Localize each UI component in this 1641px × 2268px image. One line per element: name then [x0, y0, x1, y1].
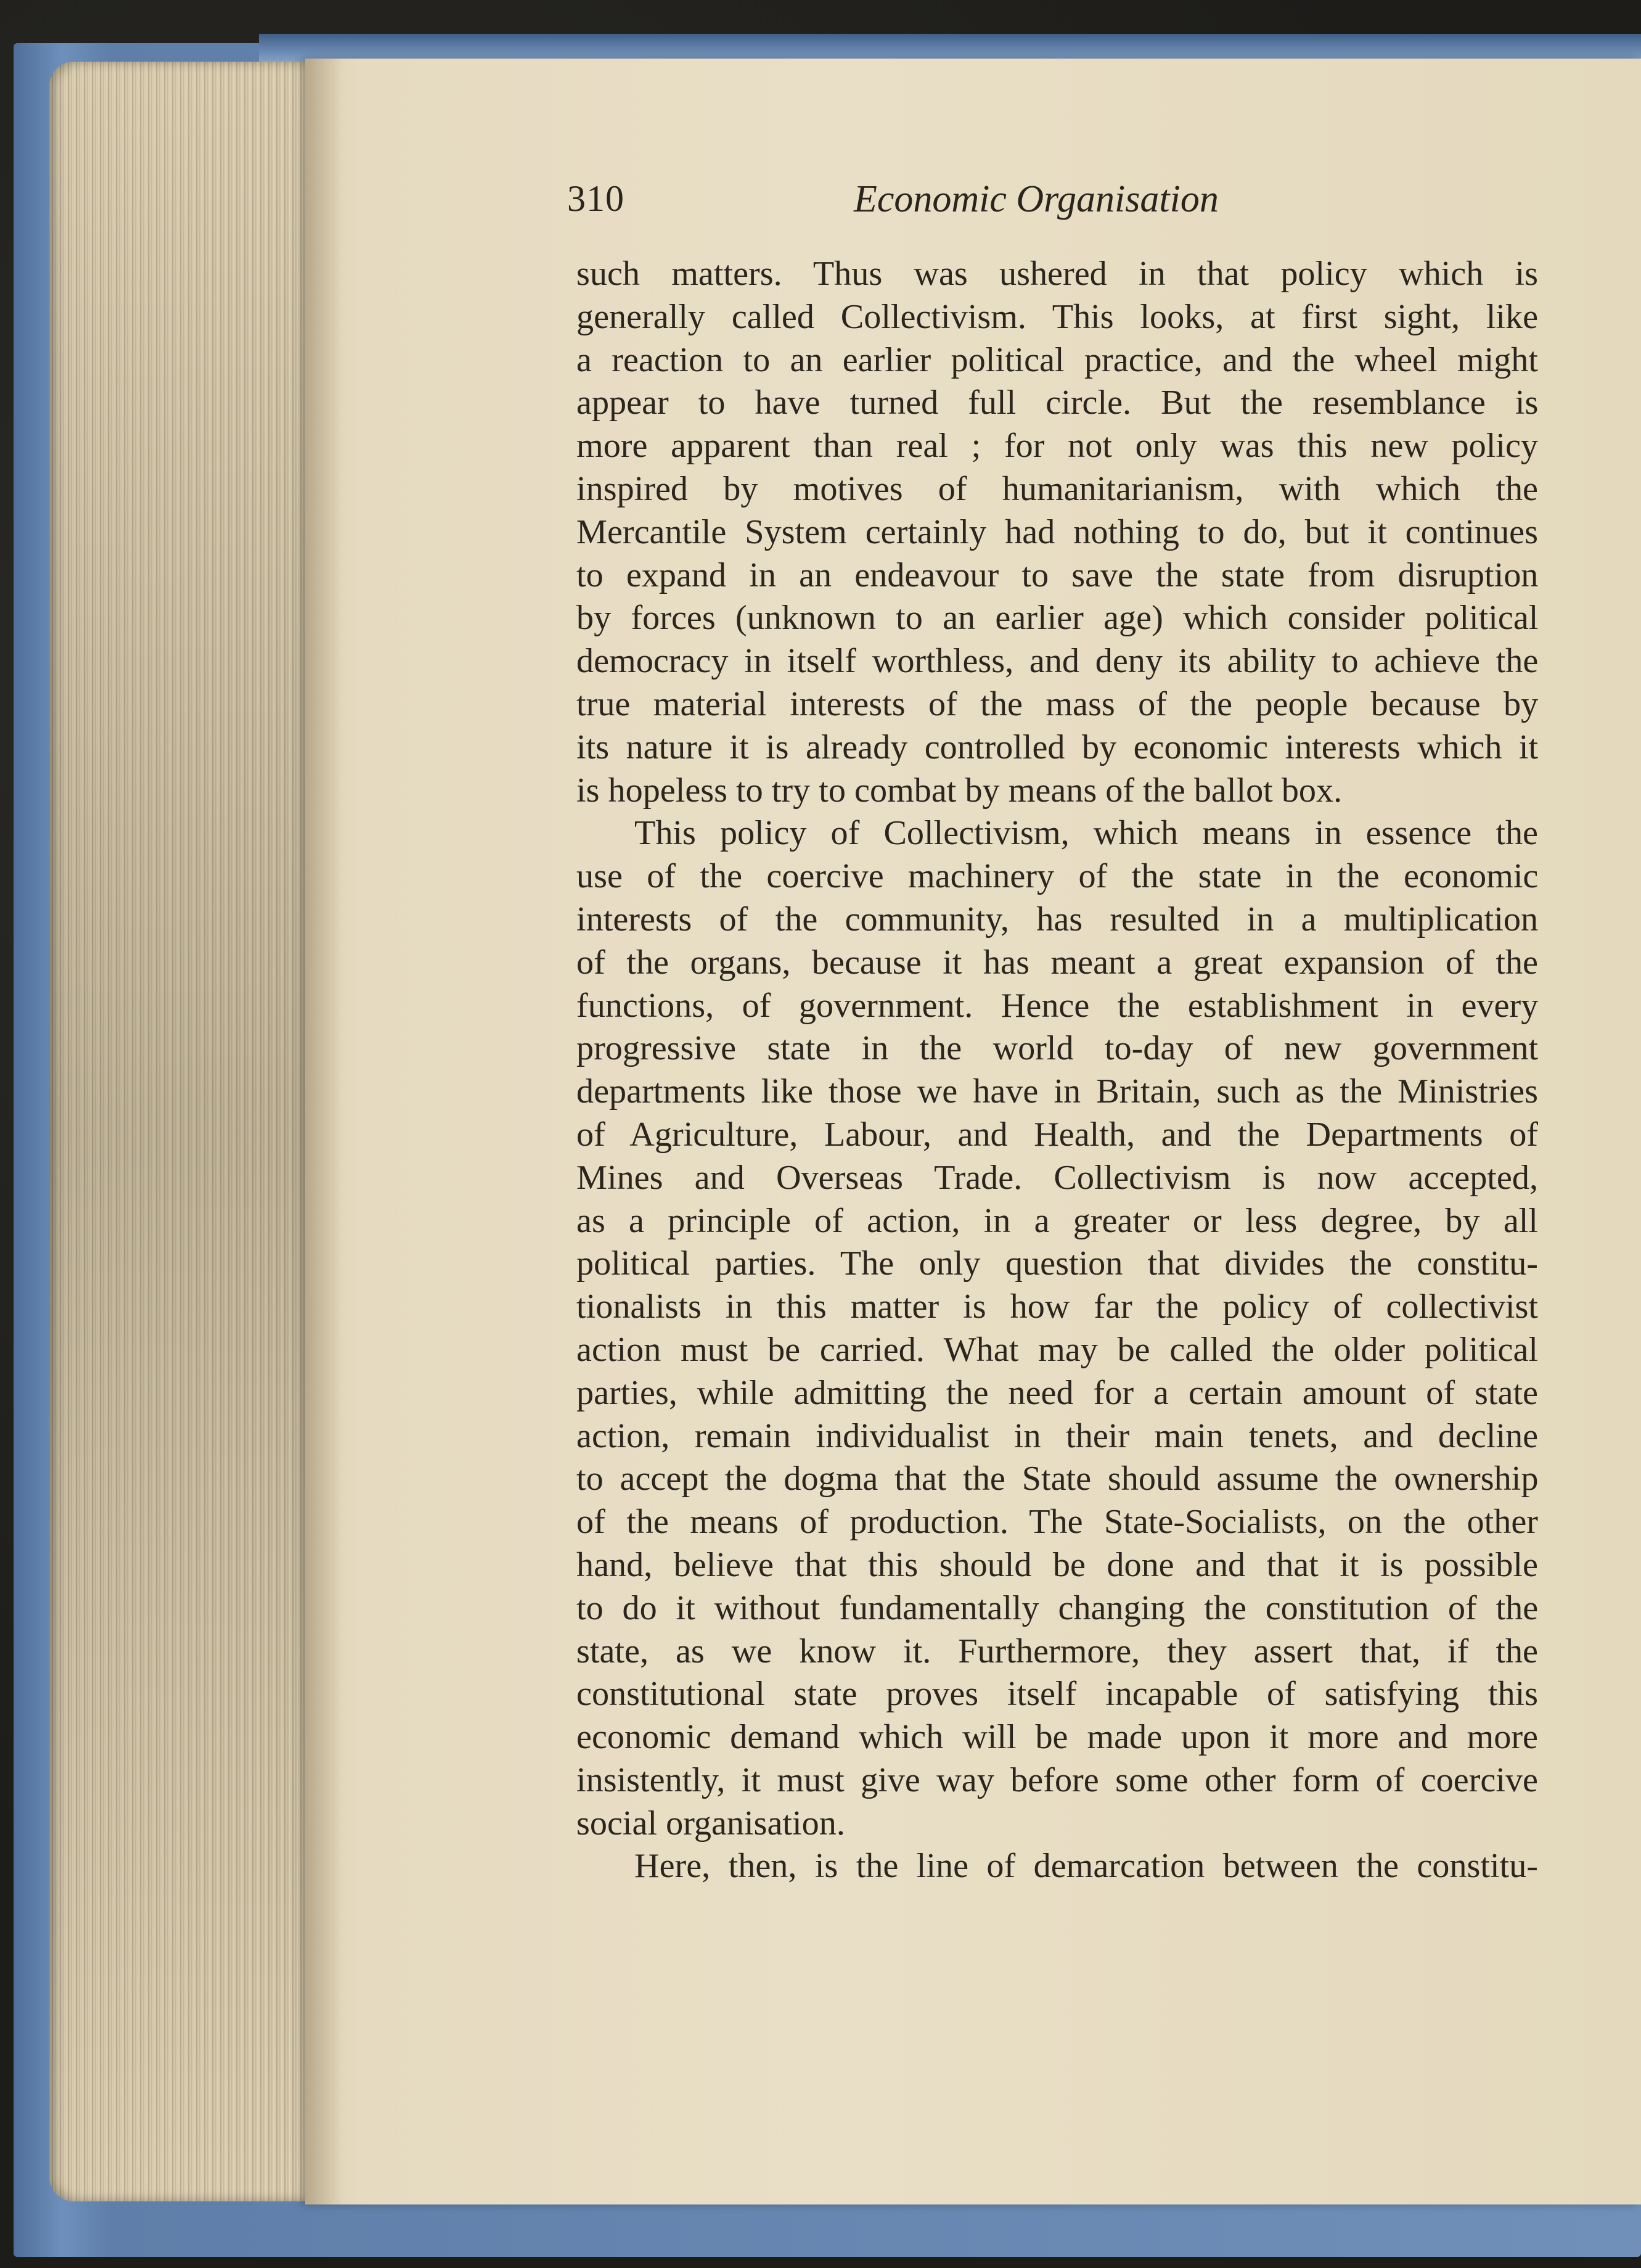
page-gutter-shadow [305, 59, 342, 2204]
text-line: functions, of government. Hence the establishment in every [576, 986, 1539, 1025]
text-line: by forces (unknown to an earlier age) which consider political [576, 599, 1539, 638]
text-line: tionalists in this matter is how far the policy of collectivist [576, 1288, 1538, 1326]
text-line: constitutional state proves itself incapable of satisfying this [576, 1675, 1539, 1714]
text-line: action must be carried. What may be called the older political [576, 1330, 1538, 1369]
text-line: interests of the community, has resulted in a multiplication [576, 900, 1539, 939]
text-line: of Agriculture, Labour, and Health, and the Departments of [576, 1115, 1538, 1154]
running-title: Economic Organisation [854, 178, 1219, 220]
text-line: true material interests of the mass of the people because by [576, 684, 1539, 723]
text-line: parties, while admitting the need for a certain amount of state [576, 1373, 1538, 1412]
text-line: a reaction to an earlier political practice, and the wheel might [576, 340, 1538, 379]
text-line: insistently, it must give way before some other form of coercive [576, 1761, 1538, 1799]
text-line: action, remain individualist in their main tenets, and decline [576, 1416, 1539, 1455]
running-head [567, 178, 1258, 227]
text-line: Mercantile System certainly had nothing to do, but it continues [576, 512, 1538, 551]
text-line: democracy in itself worthless, and deny its ability to achieve the [576, 642, 1539, 681]
text-line: generally called Collectivism. This looks, at first sight, like [576, 297, 1539, 336]
text-line: its nature it is already controlled by economic interests which it [576, 728, 1539, 766]
body-text [576, 253, 1538, 1888]
text-line: economic demand which will be made upon it more and more [576, 1718, 1538, 1757]
text-line: inspired by motives of humanitarianism, with which the [576, 469, 1538, 508]
page-edges [49, 62, 308, 2201]
text-line: Mines and Overseas Trade. Collectivism is now accepted, [576, 1158, 1538, 1197]
text-line: Here, then, is the line of demarcation between the constitu- [634, 1847, 1538, 1886]
text-line: progressive state in the world to-day of new government [576, 1029, 1539, 1068]
text-line: political parties. The only question that divides the constitu- [576, 1244, 1538, 1283]
text-line: to do it without fundamentally changing the constitution of the [576, 1588, 1539, 1627]
text-line: hand, believe that this should be done and that it is possible [576, 1545, 1538, 1584]
text-line: state, as we know it. Furthermore, they assert that, if the [576, 1632, 1538, 1670]
text-line: use of the coercive machinery of the state in the economic [576, 857, 1539, 896]
text-line: departments like those we have in Britain, such as the Ministries [576, 1072, 1538, 1111]
text-line: This policy of Collectivism, which means in essence the [634, 814, 1538, 853]
text-line: as a principle of action, in a greater or less degree, by all [576, 1201, 1538, 1240]
text-line: such matters. Thus was ushered in that policy which is [576, 255, 1538, 293]
text-line: appear to have turned full circle. But the resemblance is [576, 384, 1539, 422]
text-line: is hopeless to try to combat by means of the ballot box. [576, 771, 1343, 810]
text-line: to expand in an endeavour to save the state from disruption [576, 556, 1539, 594]
page-number: 310 [567, 178, 624, 219]
text-line: social organisation. [576, 1804, 845, 1843]
text-line: to accept the dogma that the State should assume the ownership [576, 1460, 1539, 1498]
text-line: of the organs, because it has meant a great expansion of the [576, 943, 1538, 982]
text-line: of the means of production. The State-Socialists, on the other [576, 1503, 1538, 1542]
text-line: more apparent than real ; for not only was this new policy [576, 427, 1538, 466]
